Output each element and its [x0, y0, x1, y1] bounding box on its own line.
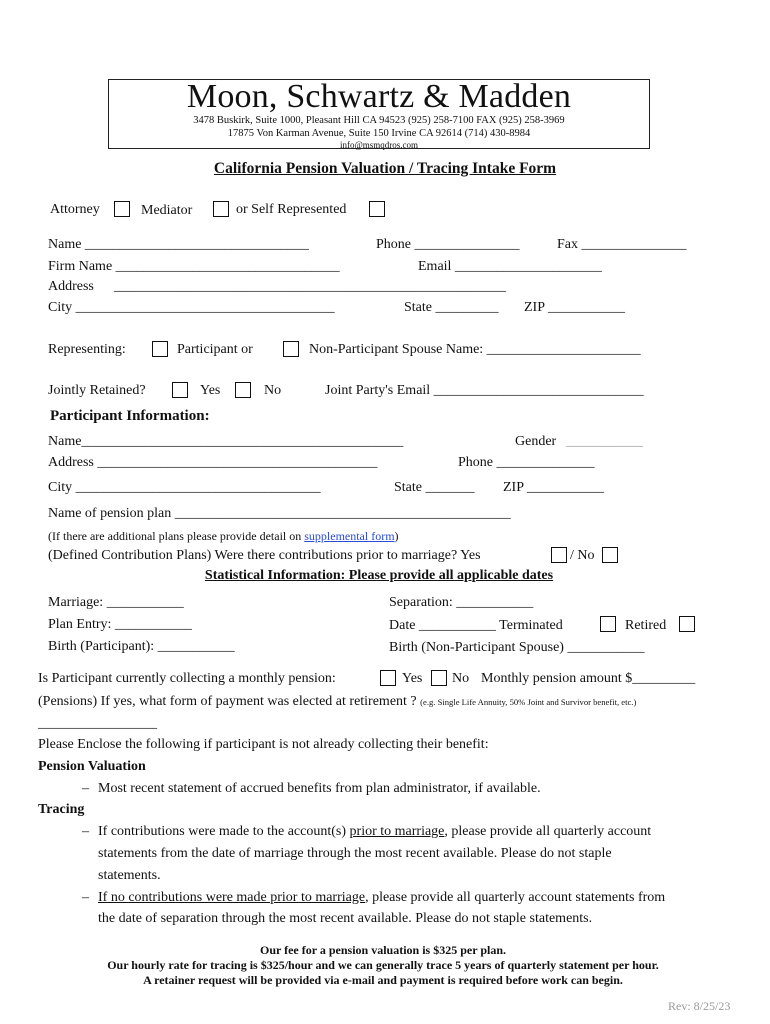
- contact-city-field[interactable]: City _____________________________________: [48, 300, 335, 315]
- collecting-no-checkbox[interactable]: [431, 670, 447, 686]
- contact-state-field[interactable]: State _________: [404, 300, 499, 315]
- self-represented-label: or Self Represented: [236, 202, 347, 217]
- contact-name-field[interactable]: Name ________________________________: [48, 237, 309, 252]
- tracing-item-1-line-2: statements from the date of marriage through the most recent available. Please do not staple: [98, 846, 612, 861]
- payment-form-field[interactable]: _________________: [38, 716, 157, 731]
- jointly-yes-checkbox[interactable]: [172, 382, 188, 398]
- attorney-checkbox[interactable]: [114, 201, 130, 217]
- tracing-item-1-line-3: statements.: [98, 868, 161, 883]
- contact-fax-field[interactable]: Fax _______________: [557, 237, 687, 252]
- gender-label: Gender: [515, 434, 557, 449]
- form-title: California Pension Valuation / Tracing Intake Form: [213, 160, 557, 177]
- contact-phone-field[interactable]: Phone _______________: [376, 237, 520, 252]
- participant-checkbox[interactable]: [152, 341, 168, 357]
- attorney-label: Attorney: [50, 202, 100, 217]
- address-label: Address: [48, 279, 94, 294]
- participant-phone-field[interactable]: Phone ______________: [458, 455, 595, 470]
- gender-field[interactable]: ___________: [566, 434, 643, 449]
- pension-valuation-heading: Pension Valuation: [38, 759, 146, 774]
- additional-plans-text: (If there are additional plans please provide detail on: [48, 529, 305, 543]
- address-line-2: 17875 Von Karman Avenue, Suite 150 Irvine CA 92614 (714) 430-8984: [227, 128, 531, 139]
- defined-no-checkbox[interactable]: [602, 547, 618, 563]
- tracing-item-1-pre: If contributions were made to the account(s): [98, 824, 350, 839]
- tracing-item-2-underlined: If no contributions were made prior to marriage: [98, 890, 366, 905]
- retired-label: Retired: [625, 618, 667, 633]
- statistical-heading: Statistical Information: Please provide all applicable dates: [204, 568, 554, 583]
- additional-plans-close: ): [394, 529, 399, 543]
- additional-plans-note: [48, 529, 399, 544]
- fee-line-3: A retainer request will be provided via e-mail and payment is required before work can begin.: [143, 973, 623, 987]
- collecting-no-label: No: [452, 671, 470, 686]
- firm-email: info@msmqdros.com: [339, 140, 419, 150]
- participant-city-field[interactable]: City ___________________________________: [48, 480, 321, 495]
- nonparticipant-birth-field[interactable]: Birth (Non-Participant Spouse) ___________: [389, 640, 645, 655]
- tracing-item-1-underlined: prior to marriage: [349, 824, 445, 839]
- fee-line-1: Our fee for a pension valuation is $325 per plan.: [259, 943, 507, 957]
- tracing-bullet-1: –: [82, 824, 89, 839]
- firm-name: Moon, Schwartz & Madden: [186, 78, 572, 115]
- payment-form-example: (e.g. Single Life Annuity, 50% Joint and Survivor benefit, etc.): [420, 697, 637, 707]
- tracing-item-2-line-2: the date of separation through the most recent available. Please do not staple statements.: [98, 911, 593, 926]
- terminated-date-field[interactable]: Date ___________ Terminated: [389, 618, 563, 633]
- revision-date: Rev: 8/25/23: [668, 999, 731, 1013]
- jointly-no-label: No: [264, 383, 282, 398]
- participant-name-field[interactable]: Name______________________________________________: [48, 434, 404, 449]
- terminated-checkbox[interactable]: [600, 616, 616, 632]
- representing-label: Representing:: [48, 342, 126, 357]
- separation-date-field[interactable]: Separation: ___________: [389, 595, 534, 610]
- tracing-item-2-post: , please provide all quarterly account statements from: [365, 890, 666, 905]
- mediator-label: Mediator: [141, 203, 193, 218]
- jointly-yes-label: Yes: [200, 383, 221, 398]
- enclose-intro: Please Enclose the following if participant is not already collecting their benefit:: [38, 737, 489, 752]
- participant-zip-field[interactable]: ZIP ___________: [503, 480, 604, 495]
- valuation-item: Most recent statement of accrued benefits from plan administrator, if available.: [98, 781, 541, 796]
- letterhead: [108, 79, 650, 149]
- tracing-item-2-line-1: [98, 890, 665, 906]
- marriage-date-field[interactable]: Marriage: ___________: [48, 595, 184, 610]
- collecting-question: Is Participant currently collecting a monthly pension:: [38, 671, 336, 686]
- contact-email-field[interactable]: Email _____________________: [418, 259, 602, 274]
- tracing-bullet-2: –: [82, 890, 89, 905]
- non-participant-checkbox[interactable]: [283, 341, 299, 357]
- collecting-yes-label: Yes: [402, 671, 423, 686]
- non-participant-name-field[interactable]: Non-Participant Spouse Name: ______________________: [309, 342, 641, 357]
- jointly-retained-label: Jointly Retained?: [48, 383, 146, 398]
- valuation-bullet: –: [82, 781, 89, 796]
- tracing-heading: Tracing: [38, 802, 85, 817]
- contact-address-field[interactable]: ________________________________________________________: [114, 279, 506, 294]
- payment-form-text: (Pensions) If yes, what form of payment was elected at retirement ?: [38, 694, 417, 709]
- participant-birth-field[interactable]: Birth (Participant): ___________: [48, 639, 235, 654]
- mediator-checkbox[interactable]: [213, 201, 229, 217]
- contact-zip-field[interactable]: ZIP ___________: [524, 300, 625, 315]
- defined-contribution-question: (Defined Contribution Plans) Were there contributions prior to marriage? Yes: [48, 548, 481, 563]
- firm-name-field[interactable]: Firm Name ________________________________: [48, 259, 340, 274]
- participant-address-field[interactable]: Address ________________________________________: [48, 455, 378, 470]
- jointly-no-checkbox[interactable]: [235, 382, 251, 398]
- defined-no-label: / No: [570, 548, 595, 563]
- tracing-item-1-post: , please provide all quarterly account: [444, 824, 652, 839]
- tracing-item-1-line-1: [98, 824, 651, 840]
- monthly-amount-field[interactable]: Monthly pension amount $_________: [481, 671, 696, 686]
- supplemental-form-link[interactable]: supplemental form: [304, 529, 395, 543]
- address-line-1: 3478 Buskirk, Suite 1000, Pleasant Hill CA 94523 (925) 258-7100 FAX (925) 258-3969: [193, 115, 565, 126]
- participant-state-field[interactable]: State _______: [394, 480, 475, 495]
- payment-form-question: [38, 694, 636, 710]
- pension-plan-name-field[interactable]: Name of pension plan ________________________________________________: [48, 506, 511, 521]
- plan-entry-date-field[interactable]: Plan Entry: ___________: [48, 617, 192, 632]
- participant-info-heading: Participant Information:: [50, 408, 210, 424]
- fee-line-2: Our hourly rate for tracing is $325/hour and we can generally trace 5 years of quarterly statement per hour.: [107, 958, 659, 972]
- collecting-yes-checkbox[interactable]: [380, 670, 396, 686]
- joint-party-email-field[interactable]: Joint Party's Email ______________________________: [325, 383, 644, 398]
- defined-yes-checkbox[interactable]: [551, 547, 567, 563]
- self-represented-checkbox[interactable]: [369, 201, 385, 217]
- retired-checkbox[interactable]: [679, 616, 695, 632]
- participant-label: Participant or: [177, 342, 253, 357]
